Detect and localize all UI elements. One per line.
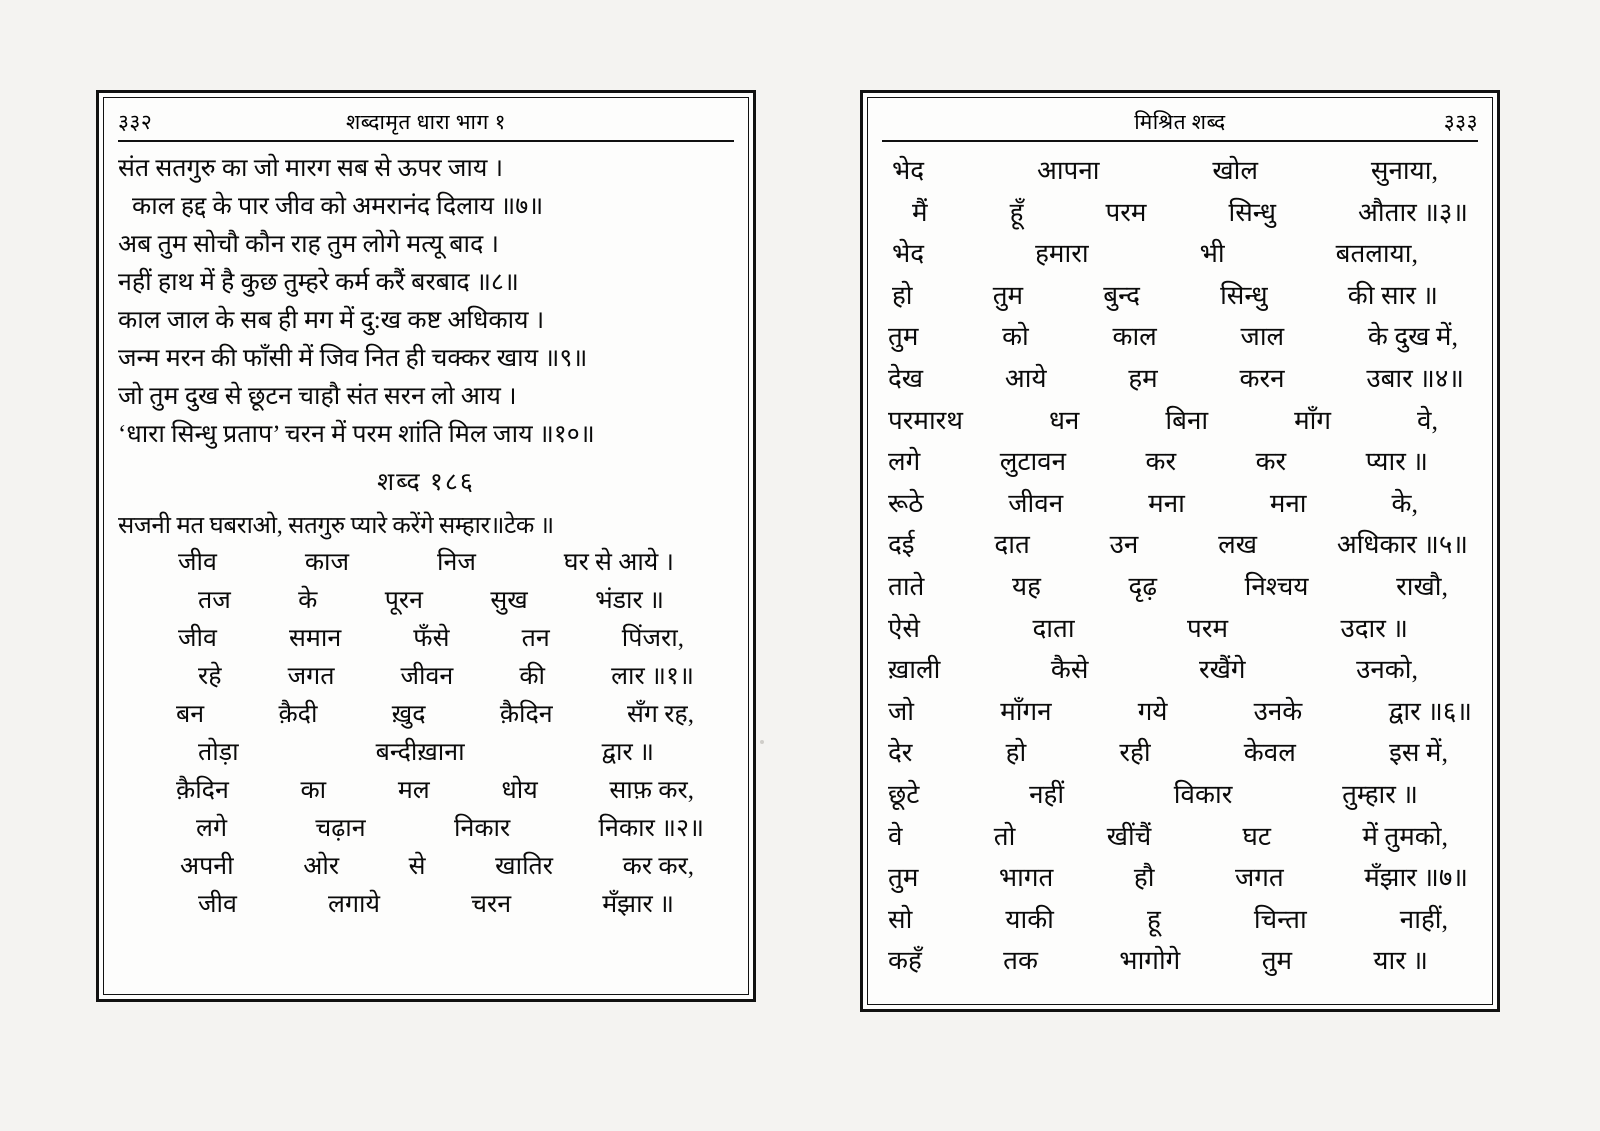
verse-word: उनके [1253, 696, 1303, 726]
verse-word: तुम [992, 280, 1024, 310]
verse-word: ओर [303, 853, 340, 881]
page-number-right: ३३३ [1443, 110, 1478, 134]
verse-word: निकार ॥२॥ [598, 815, 704, 843]
verse-word: फँसे [413, 625, 450, 653]
verse-line [882, 857, 1478, 899]
verse-line: जन्म मरन की फाँसी में जिव नित ही चक्कर खाय ॥९॥ [118, 345, 588, 372]
verse-word: नाहीं, [1399, 904, 1448, 934]
verse-word: उबार ॥४॥ [1366, 363, 1464, 393]
verse-word: हो [1005, 738, 1027, 768]
verse-word: चिन्ता [1253, 904, 1307, 934]
verse-word: आये [1004, 363, 1047, 393]
verse-word: के [298, 587, 318, 615]
verse-line [118, 848, 734, 886]
verse-line: जो तुम दुख से छूटन चाहौ संत सरन लो आय । [118, 383, 517, 410]
verse-line [118, 810, 734, 848]
verse-line [882, 774, 1478, 816]
verse-word: साफ़ कर, [609, 777, 694, 805]
verse-word: में तुमको, [1362, 821, 1448, 851]
verse-word: दृढ़ [1128, 571, 1157, 601]
verse-line: काल हद्द के पार जीव को अमरानंद दिलाय ॥७॥ [132, 193, 544, 220]
verse-line [882, 566, 1478, 608]
page-number-left: ३३२ [118, 110, 153, 134]
verse-word: हम [1128, 363, 1158, 393]
verse-word: मैं [912, 197, 928, 227]
verse-block-left [118, 150, 734, 924]
verse-word: जीवन [1008, 488, 1064, 518]
verse-word: की सार ॥ [1347, 280, 1438, 310]
verse-word: यार ॥ [1373, 946, 1428, 976]
verse-word: खातिर [495, 853, 554, 881]
verse-word: धन [1048, 405, 1080, 435]
verse-line [882, 483, 1478, 525]
verse-word: माँग [1294, 405, 1332, 435]
verse-word: जीव [178, 549, 217, 577]
verse-word: तुम [1261, 946, 1293, 976]
verse-line: संत सतगुरु का जो मारग सब से ऊपर जाय । [118, 155, 504, 182]
verse-word: काज [304, 549, 350, 577]
verse-word: क़ैदिन [499, 701, 553, 729]
verse-word: हूँ [1009, 197, 1024, 227]
verse-word: छूटे [888, 779, 920, 809]
verse-word: ख़ुद [391, 701, 426, 729]
verse-word: परम [1105, 197, 1147, 227]
verse-block-right [882, 150, 1478, 982]
verse-word: कहँ [888, 946, 922, 976]
verse-line [118, 734, 734, 772]
verse-word: रूठे [888, 488, 924, 518]
shabad-title: शब्द १८६ [377, 469, 475, 496]
verse-word: निकार [453, 815, 511, 843]
verse-word: पिंजरा, [621, 625, 684, 653]
verse-word: ख़ाली [888, 655, 941, 685]
verse-line: काल जाल के सब ही मग में दु:ख कष्ट अधिकाय । [118, 307, 545, 334]
verse-word: करन [1239, 363, 1285, 393]
verse-word: भंडार ॥ [595, 587, 664, 615]
verse-word: विकार [1173, 779, 1233, 809]
verse-line [118, 772, 734, 810]
verse-word: परम [1187, 613, 1228, 643]
verse-word: मँझार ॥७॥ [1364, 863, 1468, 893]
verse-word: तो [993, 821, 1016, 851]
verse-line [882, 150, 1478, 192]
verse-line: अब तुम सोचौ कौन राह तुम लोगे मत्यू बाद । [118, 231, 499, 258]
verse-line [882, 233, 1478, 275]
page-right-content [867, 97, 1493, 1005]
verse-word: रखैंगे [1199, 655, 1246, 685]
book-page-right [860, 90, 1500, 1012]
verse-word: के दुख में, [1367, 322, 1458, 352]
verse-word: दात [994, 530, 1030, 560]
verse-word: गये [1137, 696, 1168, 726]
verse-word: तज [198, 587, 231, 615]
verse-word: खींचैं [1106, 821, 1152, 851]
verse-word: बन [176, 701, 205, 729]
verse-word: तुम्हार ॥ [1342, 779, 1418, 809]
verse-word: निश्चय [1244, 571, 1309, 601]
verse-line [882, 608, 1478, 650]
verse-line [882, 400, 1478, 442]
verse-word: देर [888, 738, 913, 768]
verse-word: राखौ, [1396, 571, 1448, 601]
verse-word: चढ़ान [315, 815, 366, 843]
tek-line: सजनी मत घबराओ, सतगुरु प्यारे करेंगे सम्हार॥टेक ॥ [118, 513, 554, 539]
verse-word: जीव [198, 891, 237, 919]
verse-word: भागोगे [1119, 946, 1181, 976]
verse-word: कर [1255, 447, 1287, 477]
verse-word: ताते [888, 571, 925, 601]
verse-word: नहीं [1029, 779, 1065, 809]
verse-word: बिना [1165, 405, 1209, 435]
verse-word: बन्दीख़ाना [375, 739, 465, 767]
verse-word: हो [892, 280, 913, 310]
verse-word: तन [521, 625, 550, 653]
verse-word: समान [289, 625, 342, 653]
verse-word: माँगन [1000, 696, 1052, 726]
verse-word: लख [1218, 530, 1258, 560]
verse-word: पूरन [384, 587, 424, 615]
verse-line: नहीं हाथ में है कुछ तुम्हरे कर्म करैं बरबाद ॥८॥ [118, 269, 519, 296]
page-right-header [882, 108, 1478, 142]
verse-word: हमारा [1035, 239, 1089, 269]
verse-word: दई [888, 530, 915, 560]
verse-word: मल [397, 777, 430, 805]
verse-line [882, 192, 1478, 234]
verse-line [118, 582, 734, 620]
verse-line [882, 358, 1478, 400]
verse-word: क़ैदिन [176, 777, 229, 805]
verse-word: उदार ॥ [1340, 613, 1408, 643]
verse-word: जगत [1234, 863, 1284, 893]
page-left-content [103, 97, 749, 995]
verse-line [882, 691, 1478, 733]
verse-word: जाल [1240, 322, 1285, 352]
verse-word: वे [888, 821, 903, 851]
verse-word: भेद [892, 156, 925, 185]
verse-line [118, 544, 734, 582]
verse-word: सँग रह, [626, 701, 694, 729]
verse-word: यह [1012, 571, 1041, 601]
verse-word: का [300, 777, 327, 805]
verse-line [118, 620, 734, 658]
verse-word: सिन्धु [1228, 197, 1276, 227]
verse-line [882, 441, 1478, 483]
verse-word: लगे [196, 815, 228, 843]
verse-word: दाता [1032, 613, 1075, 643]
verse-word: याकी [1005, 904, 1054, 934]
verse-word: औतार ॥३॥ [1358, 197, 1468, 227]
verse-word: आपना [1036, 156, 1100, 185]
verse-word: जगत [287, 663, 335, 691]
verse-word: अपनी [180, 853, 234, 881]
verse-word: उन [1109, 530, 1139, 560]
verse-line [118, 658, 734, 696]
verse-word: के, [1391, 488, 1418, 518]
book-page-left [96, 90, 756, 1002]
verse-word: हू [1147, 904, 1161, 934]
verse-line: ‘धारा सिन्धु प्रताप’ चरन में परम शांति मिल जाय ॥१०॥ [118, 421, 595, 448]
verse-word: इस में, [1389, 738, 1448, 768]
verse-word: काल [1112, 322, 1157, 352]
verse-word: सिन्धु [1220, 280, 1268, 310]
verse-word: प्यार ॥ [1365, 447, 1428, 477]
verse-word: बतलाया, [1335, 239, 1418, 269]
paper-speck [760, 740, 764, 744]
verse-line [882, 316, 1478, 358]
verse-word: रही [1119, 738, 1151, 768]
verse-word: मँझार ॥ [602, 891, 674, 919]
running-head-left: शब्दामृत धारा भाग १ [346, 110, 506, 134]
verse-word: उनको, [1356, 655, 1418, 685]
verse-word: कर कर, [622, 853, 694, 881]
verse-word: जो [888, 696, 915, 726]
verse-word: तोड़ा [198, 739, 239, 767]
verse-word: अधिकार ॥५॥ [1336, 530, 1468, 560]
verse-word: मना [1148, 488, 1185, 518]
verse-word: घर से आये । [563, 549, 674, 577]
verse-line [882, 899, 1478, 941]
verse-word: लगाये [328, 891, 381, 919]
verse-line [882, 732, 1478, 774]
page-left-header [118, 108, 734, 142]
verse-word: तुम [888, 863, 919, 893]
verse-word: सुख [490, 587, 528, 615]
verse-word: चरन [471, 891, 512, 919]
verse-word: तुम [888, 322, 919, 352]
verse-word: द्वार ॥ [601, 739, 654, 767]
running-head-right: मिश्रित शब्द [1134, 110, 1226, 134]
verse-line [882, 649, 1478, 691]
verse-word: रहे [198, 663, 222, 691]
verse-word: केवल [1243, 738, 1296, 768]
verse-word: भी [1199, 239, 1225, 269]
verse-word: ऐसे [888, 613, 920, 643]
verse-line [118, 696, 734, 734]
verse-word: सुनाया, [1370, 156, 1438, 185]
verse-word: बुन्द [1103, 280, 1140, 310]
verse-line [882, 524, 1478, 566]
verse-word: से [408, 853, 426, 881]
verse-line [882, 940, 1478, 982]
verse-word: मना [1269, 488, 1307, 518]
verse-word: की [519, 663, 546, 691]
verse-line [882, 816, 1478, 858]
verse-word: सो [888, 904, 913, 934]
verse-line [882, 275, 1478, 317]
verse-word: लार ॥१॥ [611, 663, 694, 691]
verse-word: जीव [178, 625, 217, 653]
verse-word: भेद [892, 239, 925, 269]
verse-word: निज [436, 549, 476, 577]
verse-word: देख [888, 363, 924, 393]
verse-word: भागत [998, 863, 1054, 893]
verse-word: क़ैदी [278, 701, 318, 729]
verse-word: कैसे [1050, 655, 1089, 685]
verse-word: धोय [501, 777, 538, 805]
verse-line [118, 886, 734, 924]
verse-word: तक [1003, 946, 1038, 976]
verse-word: परमारथ [888, 405, 963, 435]
verse-word: लुटावन [999, 447, 1067, 477]
verse-word: को [1002, 322, 1029, 352]
verse-word: कर [1145, 447, 1177, 477]
verse-word: जीवन [400, 663, 454, 691]
verse-word: द्वार ॥६॥ [1388, 696, 1472, 726]
verse-word: हौ [1133, 863, 1155, 893]
verse-word: लगे [888, 447, 921, 477]
verse-word: वे, [1417, 405, 1438, 435]
verse-word: घट [1242, 821, 1272, 851]
verse-word: खोल [1212, 156, 1259, 185]
